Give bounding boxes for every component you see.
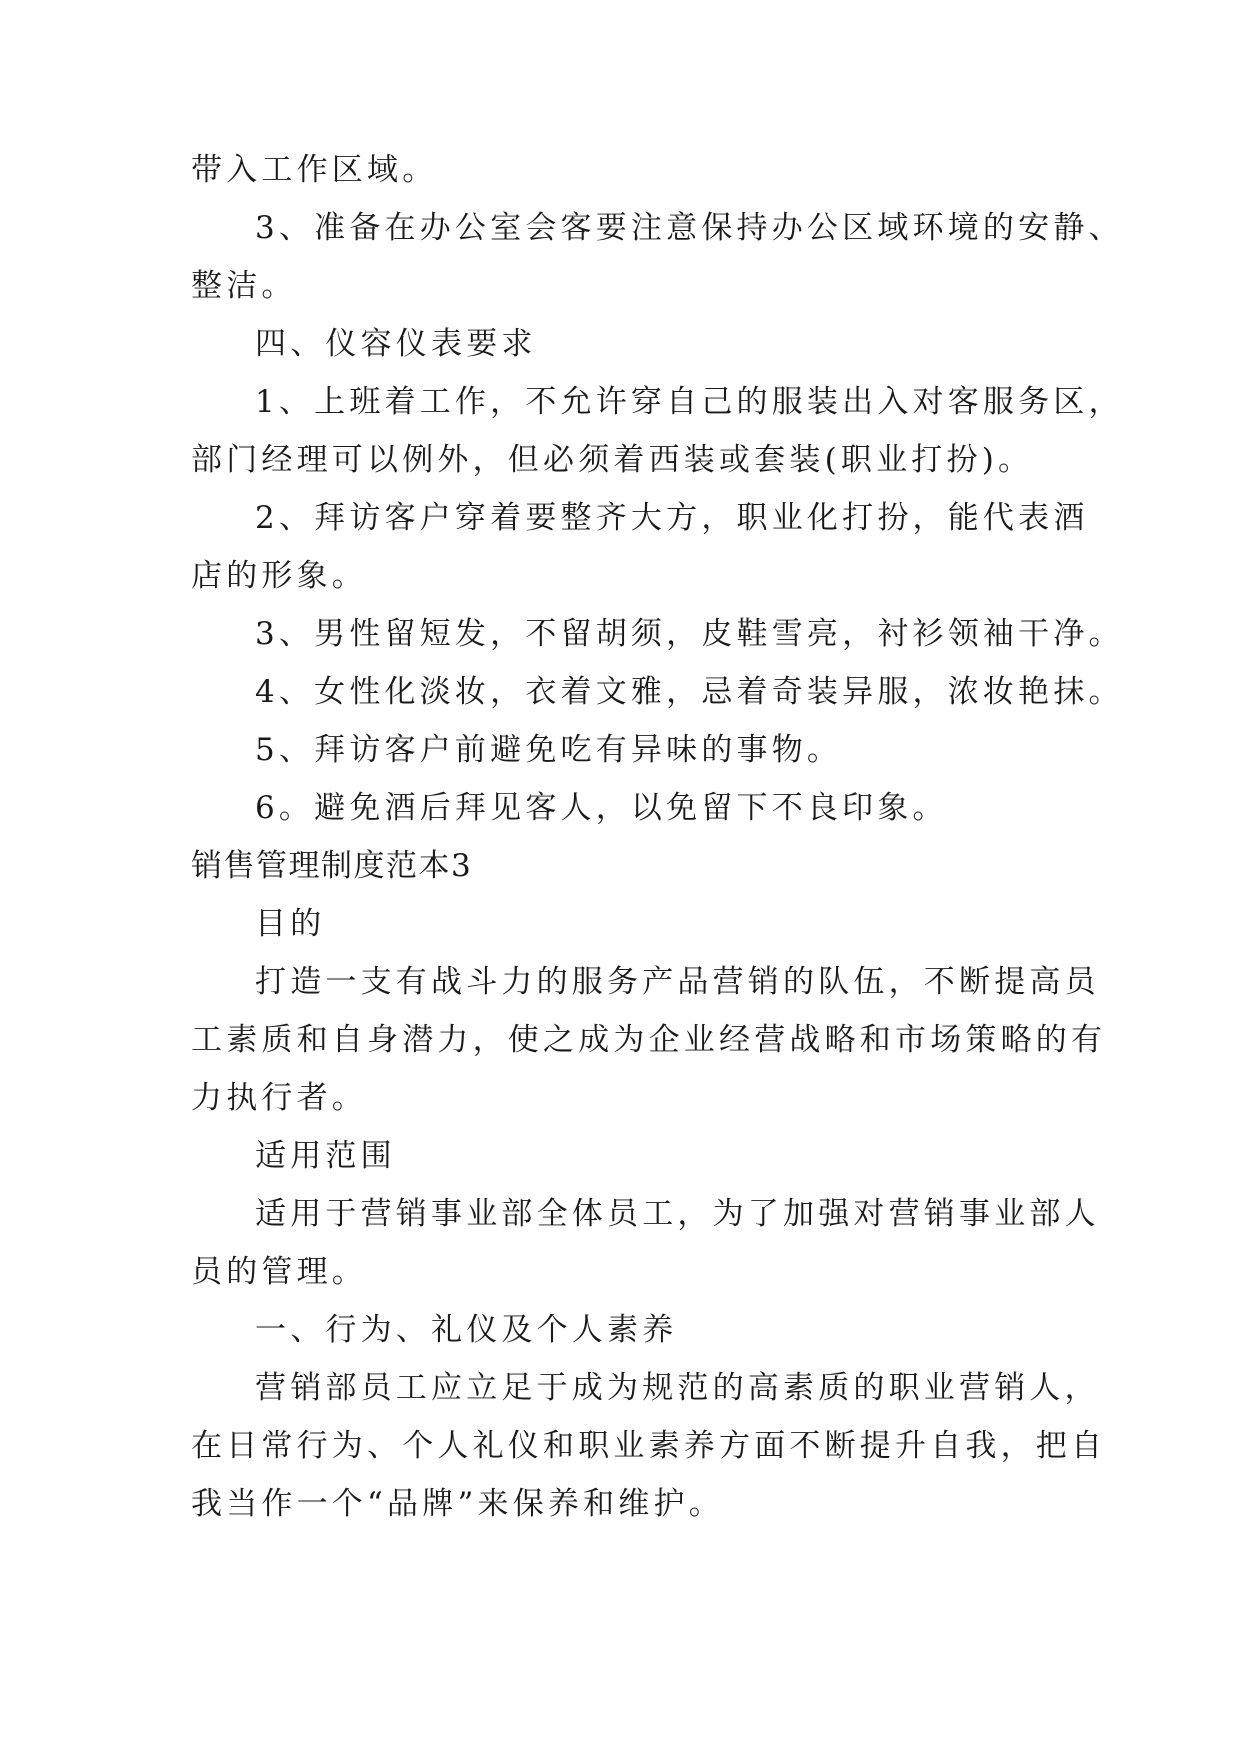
text-line: 2、拜访客户穿着要整齐大方，职业化打扮，能代表酒 [255, 500, 1089, 536]
section-heading: 一、行为、礼仪及个人素养 [255, 1312, 678, 1348]
text-line: 3、男性留短发，不留胡须，皮鞋雪亮，衬衫领袖干净。 [255, 616, 1124, 652]
text-line: 5、拜访客户前避免吃有异味的事物。 [255, 732, 843, 768]
section-heading: 目的 [255, 906, 326, 942]
text-line: 整洁。 [191, 268, 297, 304]
text-line: 1、上班着工作，不允许穿自己的服装出入对客服务区， [255, 384, 1124, 420]
text-line: 店的形象。 [191, 558, 367, 594]
text-line: 工素质和自身潜力，使之成为企业经营战略和市场策略的有 [191, 1022, 1107, 1058]
text-line: 在日常行为、个人礼仪和职业素养方面不断提升自我，把自 [191, 1428, 1107, 1464]
text-line: 6。避免酒后拜见客人，以免留下不良印象。 [255, 790, 948, 826]
text-line: 3、准备在办公室会客要注意保持办公区域环境的安静、 [255, 210, 1124, 246]
text-line: 打造一支有战斗力的服务产品营销的队伍，不断提高员 [255, 964, 1100, 1000]
text-line: 员的管理。 [191, 1254, 367, 1290]
text-line: 我当作一个“品牌”来保养和维护。 [191, 1486, 724, 1522]
text-line: 力执行者。 [191, 1080, 367, 1116]
text-line: 带入工作区域。 [191, 152, 438, 188]
text-line: 部门经理可以例外，但必须着西装或套装(职业打扮)。 [191, 442, 1034, 478]
text-line: 适用于营销事业部全体员工，为了加强对营销事业部人 [255, 1196, 1100, 1232]
document-title: 销售管理制度范本3 [191, 848, 473, 884]
text-line: 营销部员工应立足于成为规范的高素质的职业营销人， [255, 1370, 1100, 1406]
text-line: 4、女性化淡妆，衣着文雅，忌着奇装异服，浓妆艳抹。 [255, 674, 1124, 710]
section-heading: 适用范围 [255, 1138, 396, 1174]
section-heading: 四、仪容仪表要求 [255, 326, 537, 362]
